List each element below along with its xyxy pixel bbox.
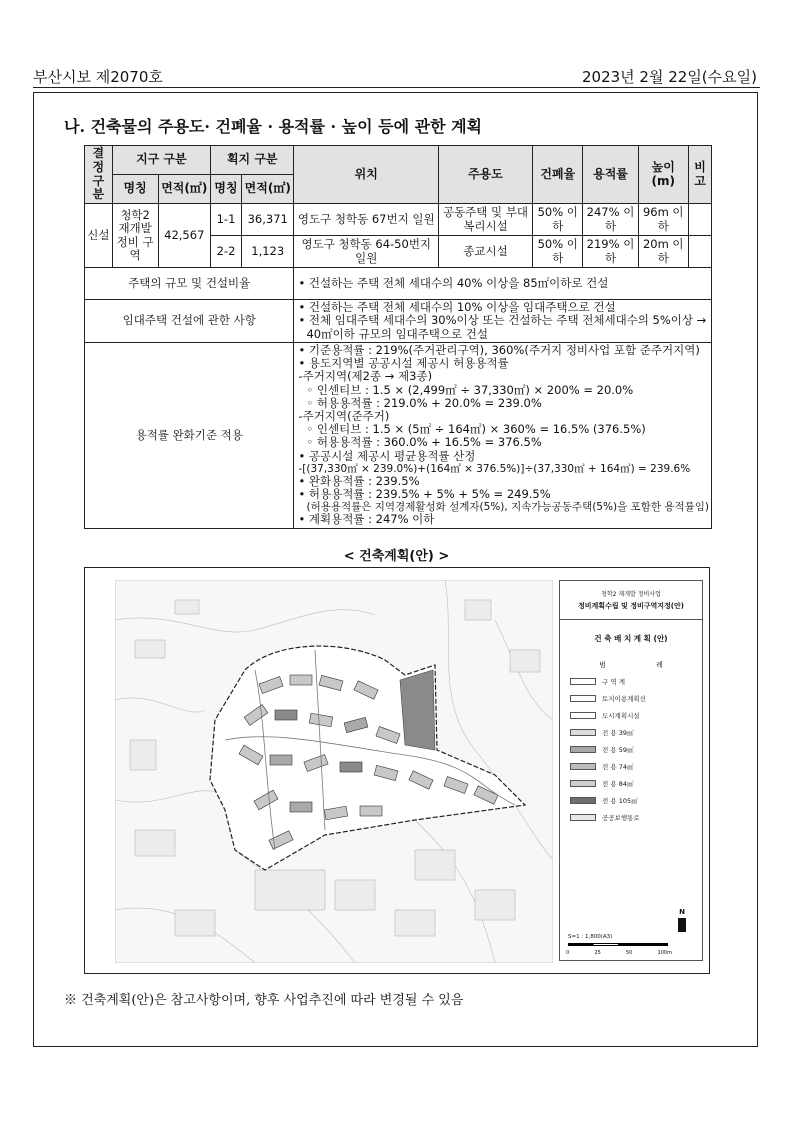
table-row	[85, 268, 712, 300]
legend-item	[570, 710, 702, 721]
cell-lot-id: 1-1	[211, 204, 242, 236]
table-row	[85, 342, 712, 528]
legend-heading: 범 례	[599, 661, 687, 669]
legend-label: 전 용 59㎡	[602, 746, 634, 754]
legend-swatch	[570, 712, 596, 719]
legend-label: 도시계획시설	[602, 712, 640, 720]
far-line: ◦ 허용용적률 : 360.0% + 16.5% = 376.5%	[306, 435, 542, 450]
rental-text-block	[294, 300, 712, 343]
scale-tick: 0	[566, 950, 570, 956]
header-divider	[33, 87, 760, 88]
th-lot-area: 면적(㎡)	[242, 175, 294, 204]
north-arrow-icon	[678, 908, 686, 932]
plan-title: < 건축계획(안) >	[343, 549, 450, 564]
text-housing-size: • 건설하는 주택 전체 세대수의 40% 이상을 85㎡이하로 건설	[294, 268, 712, 300]
rental-line: • 전체 임대주택 세대수의 30%이상 또는 건설하는 주택 전체세대수의 5%이상 →	[298, 313, 707, 328]
far-line: ◦ 허용용적률 : 219.0% + 20.0% = 239.0%	[306, 395, 542, 410]
far-line: • 계획용적률 : 247% 이하	[298, 512, 435, 527]
far-line: ◦ 인센티브 : 1.5 × (2,499㎡ ÷ 37,330㎡) × 200% = 20.0%	[306, 382, 634, 397]
cell-remarks	[688, 204, 711, 236]
header-date: 2023년 2월 22일(수요일)	[582, 68, 757, 86]
far-line: • 용도지역별 공공시설 제공시 허용용적률	[298, 356, 509, 371]
cell-use: 공동주택 및 부대복리시설	[439, 204, 533, 236]
legend-item	[570, 761, 702, 772]
cell-lot-area: 36,371	[242, 204, 294, 236]
th-decision: 결정 구분	[85, 146, 113, 204]
far-line: • 완화용적률 : 239.5%	[298, 473, 420, 488]
legend-item	[570, 727, 702, 738]
legend-scale: S=1 : 1,800(A3)	[568, 934, 613, 940]
cell-decision: 신설	[85, 204, 113, 268]
legend-swatch	[570, 763, 596, 770]
section-title: 나. 건축물의 주용도· 건폐율 · 용적률 · 높이 등에 관한 계획	[64, 117, 483, 136]
legend-swatch	[570, 797, 596, 804]
th-district: 지구 구분	[112, 146, 210, 175]
cell-height: 96m 이하	[638, 204, 688, 236]
far-line: • 기준용적률 : 219%(주거관리구역), 360%(주거지 정비사업 포함 준주거지역)	[298, 342, 700, 357]
label-housing-size: 주택의 규모 및 건설비율	[85, 268, 294, 300]
th-lot: 획지 구분	[211, 146, 294, 175]
far-text-block	[294, 342, 712, 528]
legend-label: 공공보행통로	[602, 814, 640, 822]
legend-swatch	[570, 780, 596, 787]
th-remarks: 비 고	[688, 146, 711, 204]
legend-label: 전 용 39㎡	[602, 729, 634, 737]
scale-bar	[568, 943, 668, 946]
header-publication: 부산시보 제2070호	[33, 68, 163, 86]
th-main-use: 주용도	[439, 146, 533, 204]
building-plan-table	[84, 145, 712, 529]
cell-height: 20m 이하	[638, 236, 688, 268]
legend-item	[570, 812, 702, 823]
north-label: N	[679, 908, 685, 916]
legend-title: 정비계획수립 및 정비구역지정(안)	[560, 601, 702, 620]
legend-panel	[559, 580, 703, 961]
th-height: 높이 (m)	[638, 146, 688, 204]
th-district-name: 명칭	[112, 175, 158, 204]
rental-line: 40㎡이하 규모의 임대주택으로 건설	[306, 326, 488, 341]
far-line: • 공공시설 제공시 평균용적률 산정	[298, 448, 476, 463]
cell-location: 영도구 청학동 64-50번지 일원	[294, 236, 439, 268]
cell-use: 종교시설	[439, 236, 533, 268]
legend-items	[560, 676, 702, 823]
legend-item	[570, 795, 702, 806]
cell-far: 219% 이하	[583, 236, 638, 268]
th-coverage: 건폐율	[533, 146, 583, 204]
scale-ticks	[566, 950, 672, 956]
far-line: • 허용용적률 : 239.5% + 5% + 5% = 249.5%	[298, 487, 551, 502]
site-plan-figure	[84, 567, 710, 974]
far-line: (허용용적률은 지역경제활성화 설계자(5%), 지속가능공동주택(5%)을 포함한 용적률임)	[306, 501, 709, 514]
rental-line: • 건설하는 주택 전체 세대수의 10% 이상을 임대주택으로 건설	[298, 300, 616, 315]
th-lot-name: 명칭	[211, 175, 242, 204]
far-line: -주거지역(제2종 → 제3종)	[298, 369, 433, 384]
legend-swatch	[570, 678, 596, 685]
legend-label: 전 용 74㎡	[602, 763, 634, 771]
cell-remarks	[688, 236, 711, 268]
cell-far: 247% 이하	[583, 204, 638, 236]
site-plan-map	[115, 580, 553, 963]
legend-item	[570, 778, 702, 789]
legend-swatch	[570, 729, 596, 736]
religious-facility-lot	[400, 670, 435, 750]
legend-item	[570, 744, 702, 755]
cell-lot-id: 2-2	[211, 236, 242, 268]
legend-label: 구 역 계	[602, 678, 625, 686]
table-row	[85, 300, 712, 343]
cell-district-name: 청학2 재개발 정비 구역	[112, 204, 158, 268]
th-location: 위치	[294, 146, 439, 204]
label-far-relief: 용적률 완화기준 적용	[85, 342, 294, 528]
scale-tick: 50	[625, 950, 633, 956]
legend-project: 청학2 재개발 정비사업	[601, 591, 661, 598]
far-line: -[(37,330㎡ × 239.0%)+(164㎡ × 376.5%)]÷(37,330㎡ + 164㎡) = 239.6%	[298, 462, 691, 475]
legend-label: 전 용 105㎡	[602, 797, 638, 805]
legend-label: 토지이용계획선	[602, 695, 646, 703]
legend-swatch	[570, 746, 596, 753]
label-rental: 임대주택 건설에 관한 사항	[85, 300, 294, 343]
cell-district-area: 42,567	[158, 204, 210, 268]
legend-swatch	[570, 695, 596, 702]
legend-label: 전 용 84㎡	[602, 780, 634, 788]
cell-lot-area: 1,123	[242, 236, 294, 268]
cell-coverage: 50% 이하	[533, 236, 583, 268]
scale-tick: 25	[594, 950, 601, 956]
legend-plan-name: 건 축 배 치 계 획 (안)	[594, 634, 668, 643]
th-far: 용적률	[583, 146, 638, 204]
far-line: -주거지역(준주거)	[298, 408, 390, 423]
legend-item	[570, 676, 702, 687]
legend-item	[570, 693, 702, 704]
table-row	[85, 204, 712, 236]
th-district-area: 면적(㎡)	[158, 175, 210, 204]
cell-location: 영도구 청학동 67번지 일원	[294, 204, 439, 236]
legend-swatch	[570, 814, 596, 821]
scale-tick: 100m	[657, 950, 672, 956]
header-row-1	[85, 146, 712, 175]
footnote: ※ 건축계획(안)은 참고사항이며, 향후 사업추진에 따라 변경될 수 있음	[64, 993, 464, 1008]
cell-coverage: 50% 이하	[533, 204, 583, 236]
far-line: ◦ 인센티브 : 1.5 × (5㎡ ÷ 164㎡) × 360% = 16.5% (376.5%)	[306, 422, 646, 437]
